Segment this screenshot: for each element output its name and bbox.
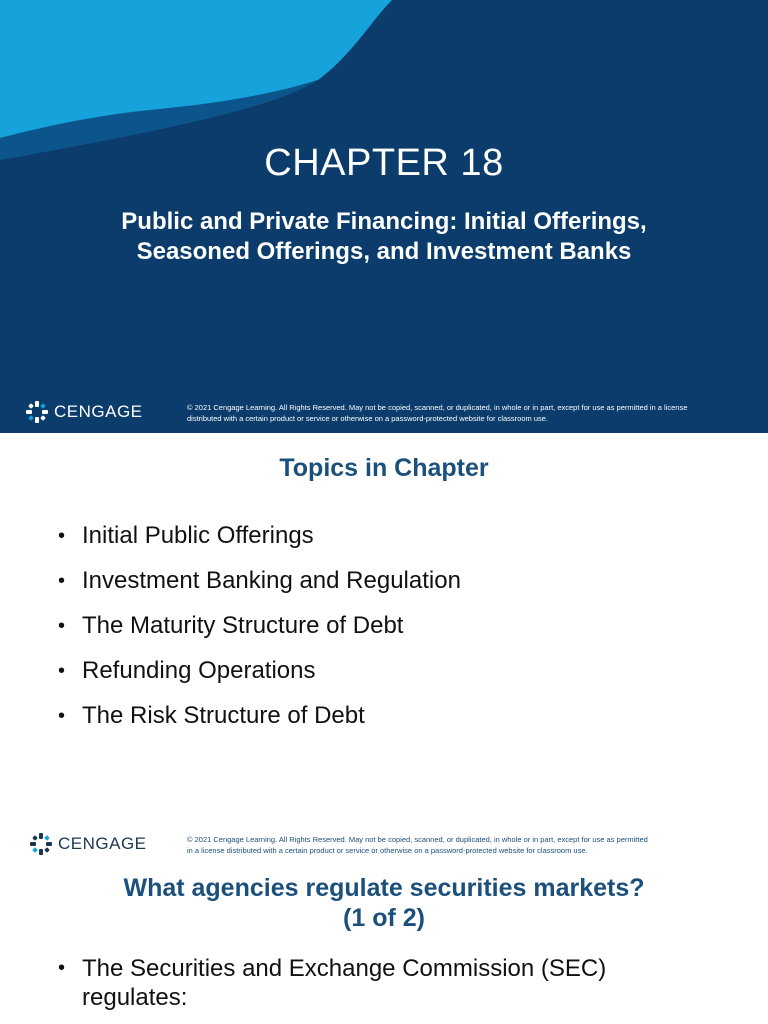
chapter-subtitle-line: Public and Private Financing: Initial Offerings, bbox=[121, 208, 647, 235]
list-item bbox=[58, 954, 718, 1012]
list-item bbox=[58, 566, 461, 596]
chapter-subtitle bbox=[60, 207, 708, 267]
list-item-text: Refunding Operations bbox=[82, 657, 316, 684]
topics-list bbox=[58, 521, 461, 746]
list-item-text: Investment Banking and Regulation bbox=[82, 567, 461, 594]
slide-title-line: What agencies regulate securities markets? bbox=[123, 874, 645, 902]
slide-title bbox=[0, 873, 768, 933]
copyright-line: distributed with a certain product or service or otherwise on a password-protected website for classroom use. bbox=[187, 413, 548, 423]
bullet-icon: • bbox=[58, 615, 66, 637]
list-item-text: Initial Public Offerings bbox=[82, 522, 314, 549]
cengage-logo bbox=[26, 401, 143, 423]
cengage-logo bbox=[30, 833, 147, 855]
chapter-subtitle-line: Seasoned Offerings, and Investment Banks bbox=[136, 238, 632, 265]
bullet-icon: • bbox=[58, 570, 66, 592]
cengage-logo-text: CENGAGE bbox=[54, 402, 143, 421]
list-item bbox=[58, 611, 461, 641]
cengage-logo-icon bbox=[26, 401, 48, 423]
regulation-slide bbox=[0, 861, 768, 1024]
bullet-icon: • bbox=[58, 705, 66, 727]
copyright-line: © 2021 Cengage Learning. All Rights Reserved. May not be copied, scanned, or duplicated, in whole or in part, except for use as permitted bbox=[187, 835, 648, 844]
copyright-notice bbox=[187, 403, 742, 424]
list-item bbox=[58, 701, 461, 731]
copyright-notice bbox=[187, 835, 742, 856]
slide-title-line: (1 of 2) bbox=[343, 904, 425, 932]
bullet-icon: • bbox=[58, 660, 66, 682]
chapter-title-slide bbox=[0, 0, 768, 433]
bullet-icon: • bbox=[58, 957, 66, 979]
list-item-text: The Risk Structure of Debt bbox=[82, 702, 365, 729]
cengage-logo-icon bbox=[30, 833, 52, 855]
copyright-line: in a license distributed with a certain product or service or otherwise on a password-protected website for classroom use. bbox=[187, 845, 588, 855]
bullet-icon: • bbox=[58, 525, 66, 547]
topics-slide bbox=[0, 433, 768, 861]
list-item bbox=[58, 656, 461, 686]
copyright-line: © 2021 Cengage Learning. All Rights Reserved. May not be copied, scanned, or duplicated, in whole or in part, except for use as permitted in a license bbox=[187, 403, 688, 412]
slide-title: Topics in Chapter bbox=[279, 454, 489, 482]
list-item bbox=[58, 521, 461, 551]
list-item-text: The Securities and Exchange Commission (SEC) regulates: bbox=[82, 955, 607, 1011]
chapter-number: CHAPTER 18 bbox=[264, 142, 504, 184]
cengage-logo-text: CENGAGE bbox=[58, 834, 147, 853]
regulation-list bbox=[58, 954, 718, 1012]
list-item-text: The Maturity Structure of Debt bbox=[82, 612, 404, 639]
